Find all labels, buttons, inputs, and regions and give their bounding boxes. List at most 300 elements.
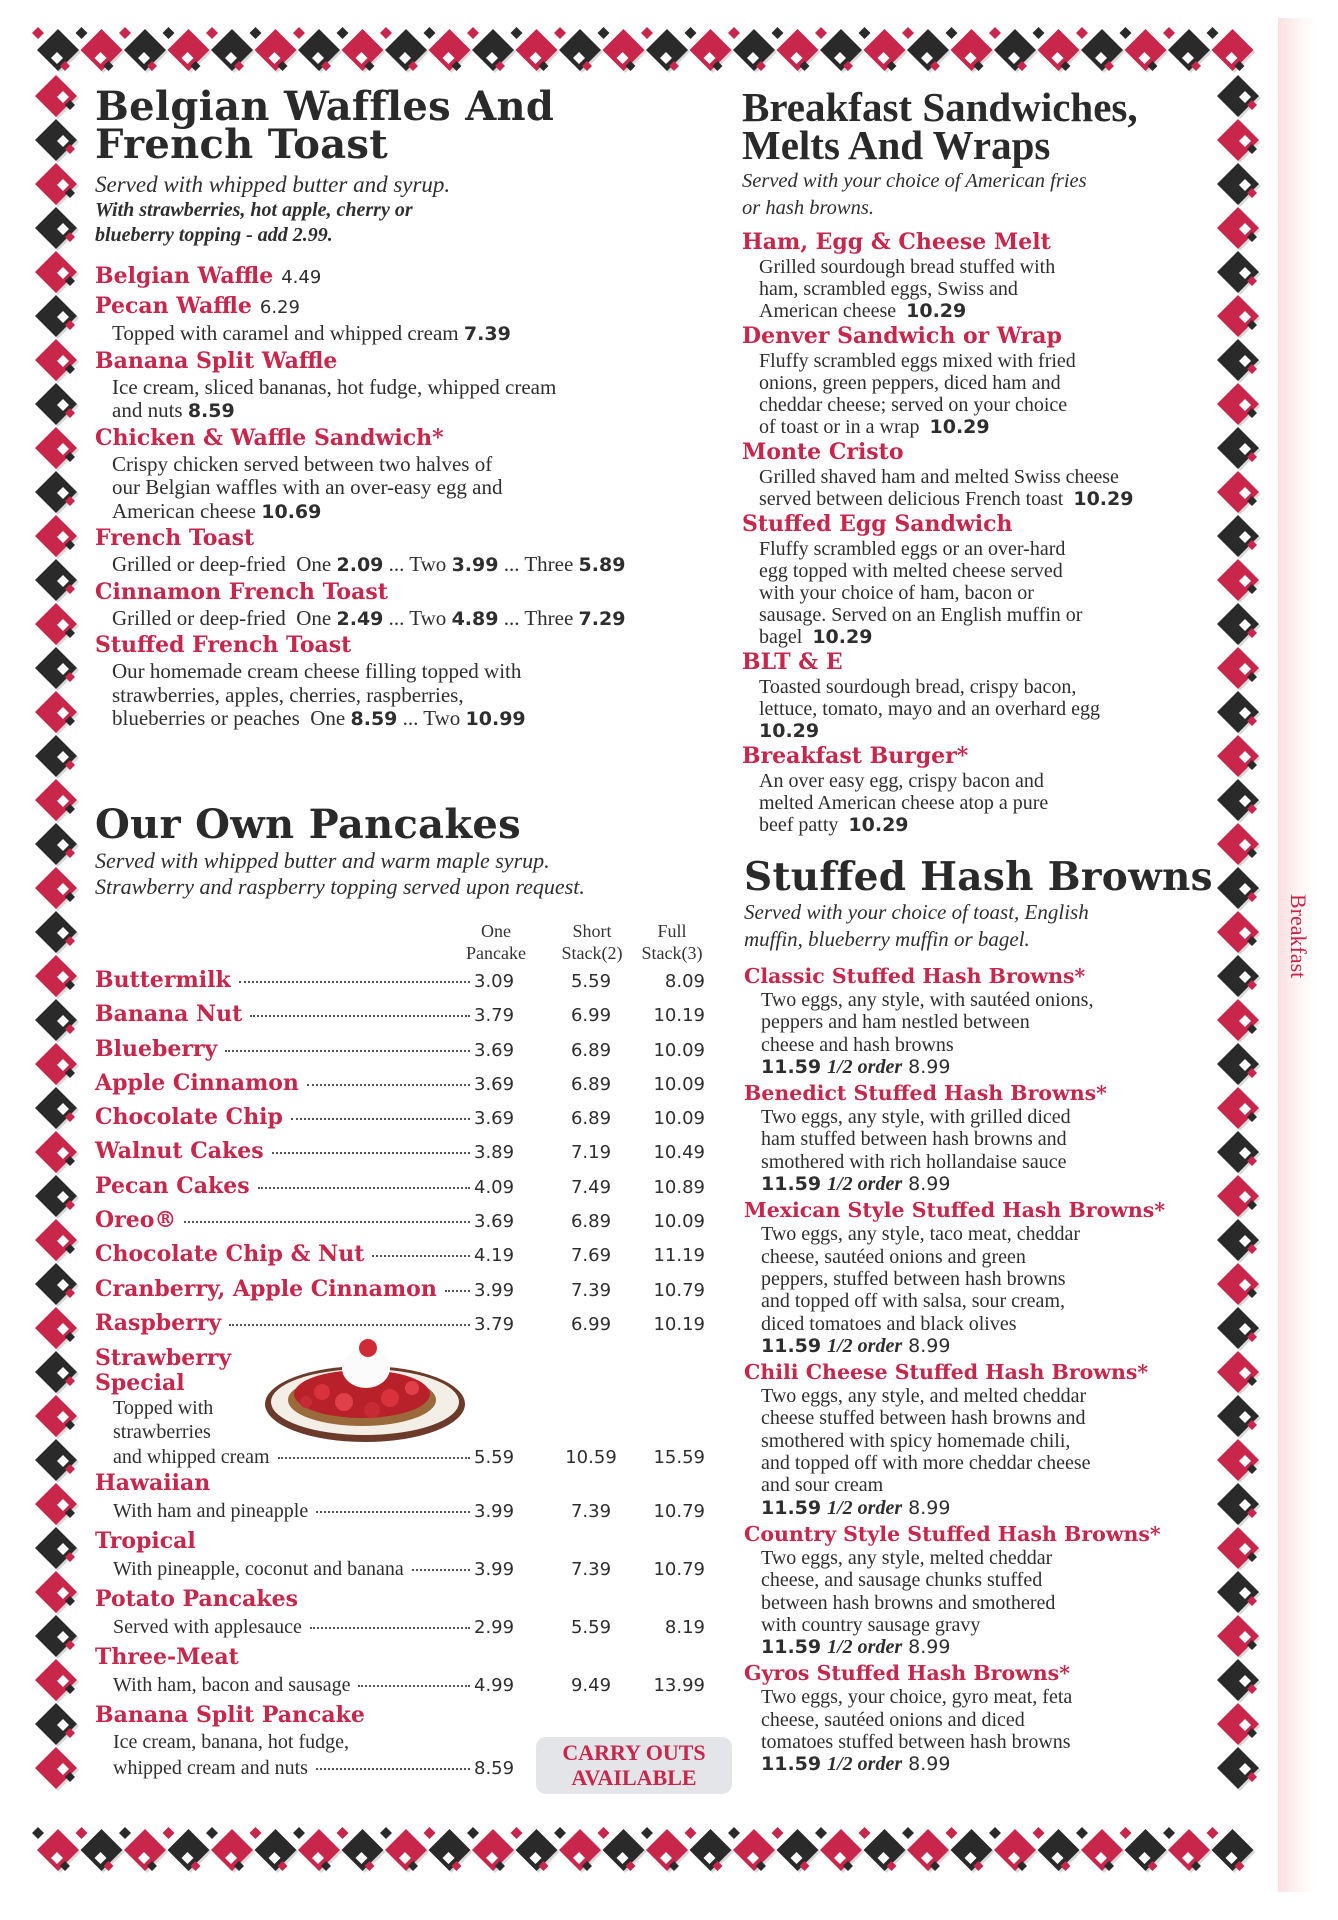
border-diamond [35, 1747, 77, 1789]
price-col-3: 10.09 [653, 1073, 705, 1095]
item-description: Ice cream, banana, hot fudge, [113, 1731, 349, 1754]
half-order-label: 1/2 order [827, 1753, 903, 1776]
option-label: Three [524, 605, 574, 630]
border-diamond [1217, 603, 1259, 645]
item-name: Gyros Stuffed Hash Browns* [744, 1661, 1070, 1686]
item-price: 8.59 [187, 400, 235, 422]
border-diamond [864, 1829, 906, 1871]
option-label: Two [409, 605, 447, 630]
border-diamond [35, 647, 77, 689]
border-diamond [989, 27, 1001, 39]
menu-item [742, 438, 1210, 510]
price-col-1: 4.99 [474, 1675, 515, 1697]
border-diamond [342, 29, 384, 71]
item-name: Oreo® [95, 1207, 177, 1234]
price-line [761, 1335, 1224, 1357]
dot-leader [307, 1084, 470, 1086]
column-header-one: One Pancake [466, 921, 526, 963]
price-col-3: 10.49 [653, 1142, 705, 1164]
border-diamond [1217, 163, 1259, 205]
item-name: Tropical [95, 1528, 196, 1555]
pancake-row [95, 1100, 705, 1134]
pancakes-section [95, 801, 715, 900]
border-diamond [1033, 1827, 1045, 1839]
border-diamond [733, 29, 775, 71]
strawberry-pancake-photo [262, 1332, 468, 1444]
border-diamond [559, 1829, 601, 1871]
border-diamond [902, 1827, 914, 1839]
item-name: Monte Cristo [742, 439, 904, 465]
border-diamond [951, 29, 993, 71]
price-col-3: 10.79 [653, 1559, 705, 1581]
border-diamond [1212, 1829, 1254, 1871]
border-diamond [168, 1829, 210, 1871]
border-diamond [206, 27, 218, 39]
border-diamond [951, 1829, 993, 1871]
dot-leader [239, 981, 470, 983]
price-col-1: 2.99 [474, 1617, 515, 1639]
item-name: Classic Stuffed Hash Browns* [744, 964, 1086, 988]
carry-outs-badge: CARRY OUTS AVAILABLE [536, 1737, 732, 1794]
border-diamond [35, 1439, 77, 1481]
border-diamond [1168, 29, 1210, 71]
border-diamond [35, 1351, 77, 1393]
option-price: 2.09 [336, 554, 384, 576]
menu-item [742, 322, 1210, 438]
border-diamond [690, 29, 732, 71]
border-diamond [1120, 27, 1132, 39]
border-diamond [211, 29, 253, 71]
menu-item [95, 292, 715, 347]
item-description: Two eggs, any style, and melted cheddar cheese stuffed between hash browns and smothered with spicy homemade chili, and topped off with more cheddar cheese and sour cream [761, 1385, 1091, 1497]
menu-item [744, 1359, 1224, 1519]
border-diamond [467, 27, 479, 39]
border-diamond [1163, 27, 1175, 39]
border-diamond [559, 29, 601, 71]
price-col-2: 7.69 [570, 1245, 612, 1267]
menu-item [95, 424, 715, 525]
border-diamond [1217, 735, 1259, 777]
price-col-1: 8.59 [474, 1758, 515, 1780]
price-col-1: 3.99 [474, 1559, 515, 1581]
topping-note: With strawberries, hot apple, cherry or blueberry topping - add 2.99. [95, 199, 413, 246]
item-name: Banana Split Pancake [95, 1702, 365, 1729]
half-order-price: 8.99 [908, 1055, 951, 1078]
border-diamond [728, 27, 740, 39]
border-diamond [35, 427, 77, 469]
price-line [761, 1753, 1224, 1775]
price-col-2: 7.39 [570, 1501, 612, 1523]
price-col-2: 6.99 [570, 1005, 612, 1027]
half-order-price: 8.99 [908, 1753, 951, 1776]
menu-item [742, 742, 1210, 836]
border-diamond [424, 1827, 436, 1839]
menu-item [744, 1521, 1224, 1658]
border-diamond [554, 27, 566, 39]
pancake-row [95, 997, 705, 1031]
item-price: 10.69 [261, 500, 322, 523]
border-diamond [1163, 1827, 1175, 1839]
section-subtitle: Served with whipped butter and syrup. [95, 172, 451, 197]
border-diamond [35, 735, 77, 777]
pancake-row [95, 1237, 705, 1271]
item-name: Chili Cheese Stuffed Hash Browns* [744, 1360, 1149, 1385]
item-price: 7.39 [463, 323, 511, 345]
border-diamond [81, 29, 123, 71]
item-price: 4.49 [281, 267, 322, 288]
border-diamond [1033, 27, 1045, 39]
item-price: 10.29 [812, 626, 873, 648]
price-line [761, 1056, 1224, 1078]
menu-item [95, 578, 715, 632]
section-subtitle: Served with your choice of American fries or hash browns. [742, 170, 1087, 219]
pancake-row [95, 963, 705, 997]
border-diamond [35, 1703, 77, 1745]
side-tab-label: Breakfast [1286, 894, 1311, 979]
price-col-2: 6.89 [570, 1211, 612, 1233]
half-order-price: 8.99 [908, 1496, 951, 1519]
border-diamond [1217, 779, 1259, 821]
border-diamond [733, 1829, 775, 1871]
price-col-3: 10.09 [653, 1108, 705, 1130]
section-title: Belgian Waffles And French Toast [95, 83, 555, 168]
option-price: 8.59 [350, 708, 398, 730]
item-description: Two eggs, any style, with sautéed onions, peppers and ham nestled between cheese and hash browns [761, 989, 1094, 1056]
border-diamond [598, 27, 610, 39]
item-name: Denver Sandwich or Wrap [742, 323, 1062, 349]
border-diamond [37, 1829, 79, 1871]
border-diamond [859, 27, 871, 39]
option-price: 7.29 [578, 607, 626, 630]
item-price: 10.29 [848, 814, 909, 836]
waffles-section [95, 83, 715, 732]
border-diamond [902, 27, 914, 39]
border-diamond [815, 1827, 827, 1839]
price-col-3: 10.79 [653, 1501, 705, 1523]
menu-item [742, 228, 1210, 322]
border-diamond [641, 27, 653, 39]
price-col-1: 4.19 [474, 1245, 515, 1267]
half-order-price: 8.99 [908, 1334, 951, 1357]
border-diamond [255, 1829, 297, 1871]
item-price: 11.59 [761, 1173, 822, 1196]
border-diamond [35, 1219, 77, 1261]
price-col-1: 3.79 [474, 1313, 515, 1335]
option-price: 10.99 [465, 708, 526, 730]
border-diamond [685, 1827, 697, 1839]
border-diamond [598, 1827, 610, 1839]
item-name: French Toast [95, 525, 255, 551]
option-label: One [296, 552, 332, 576]
border-diamond [1217, 471, 1259, 513]
half-order-label: 1/2 order [827, 1636, 903, 1659]
border-diamond [728, 1827, 740, 1839]
price-col-1: 3.69 [474, 1039, 515, 1061]
item-name: Chicken & Waffle Sandwich* [95, 424, 444, 451]
price-col-2: 6.89 [570, 1073, 612, 1095]
border-diamond [35, 1175, 77, 1217]
border-diamond [35, 867, 77, 909]
border-diamond [772, 1827, 784, 1839]
border-diamond [385, 29, 427, 71]
pancake-row [95, 1169, 705, 1203]
price-col-1: 3.79 [474, 1005, 515, 1027]
border-diamond [1217, 251, 1259, 293]
item-description: whipped cream and nuts [113, 1757, 308, 1780]
border-diamond [641, 1827, 653, 1839]
section-subtitle: Served with your choice of toast, English muffin, blueberry muffin or bagel. [744, 900, 1089, 951]
border-diamond [820, 29, 862, 71]
price-col-3: 10.89 [653, 1176, 705, 1198]
option-label: Two [409, 552, 447, 576]
border-diamond [380, 1827, 392, 1839]
item-name: Raspberry [95, 1309, 222, 1336]
item-name: Ham, Egg & Cheese Melt [742, 229, 1051, 255]
border-diamond [777, 1829, 819, 1871]
border-diamond [1207, 1827, 1219, 1839]
half-order-label: 1/2 order [827, 1055, 903, 1078]
item-name: Chocolate Chip & Nut [95, 1241, 365, 1268]
option-label: Two [423, 706, 461, 730]
border-diamond [250, 1827, 262, 1839]
menu-item [95, 347, 715, 424]
price-col-1: 3.69 [474, 1211, 515, 1233]
price-col-2: 7.49 [570, 1176, 612, 1198]
border-diamond [777, 29, 819, 71]
price-line [761, 1636, 1224, 1658]
border-diamond [35, 955, 77, 997]
dot-leader [278, 1457, 470, 1459]
pancake-row [95, 1032, 705, 1066]
price-col-3: 11.19 [653, 1245, 705, 1267]
price-col-3: 8.09 [664, 971, 705, 992]
menu-item [95, 524, 715, 578]
border-diamond [380, 27, 392, 39]
border-diamond [35, 779, 77, 821]
item-description: Two eggs, any style, with grilled diced ham stuffed between hash browns and smothered with rich hollandaise sauce [761, 1106, 1071, 1173]
border-diamond [472, 1829, 514, 1871]
item-description: Toasted sourdough bread, crispy bacon, lettuce, tomato, mayo and an overhard egg 10.29 [759, 676, 1100, 742]
border-diamond [35, 163, 77, 205]
border-diamond [119, 1827, 131, 1839]
border-diamond [1076, 1827, 1088, 1839]
border-diamond [250, 27, 262, 39]
border-diamond [35, 471, 77, 513]
border-diamond [1217, 427, 1259, 469]
border-diamond [690, 1829, 732, 1871]
item-description: Topped with [113, 1397, 214, 1420]
hashbrowns-section [744, 854, 1224, 1778]
section-title: Stuffed Hash Browns [744, 854, 1213, 900]
price-col-1: 3.89 [474, 1142, 515, 1164]
item-price: 6.29 [259, 297, 300, 318]
price-col-3: 10.19 [653, 1313, 705, 1335]
border-diamond [35, 1527, 77, 1569]
border-diamond [1120, 1827, 1132, 1839]
border-diamond [163, 1827, 175, 1839]
border-diamond [37, 29, 79, 71]
border-diamond [603, 29, 645, 71]
item-name: Breakfast Burger* [742, 743, 969, 769]
border-diamond [35, 823, 77, 865]
price-line [761, 1497, 1224, 1519]
border-diamond [467, 1827, 479, 1839]
border-diamond [168, 29, 210, 71]
price-col-3: 13.99 [653, 1675, 705, 1697]
border-diamond [337, 27, 349, 39]
option-price: 5.89 [578, 554, 626, 576]
border-diamond [1217, 647, 1259, 689]
item-description: Crispy chicken served between two halves of our Belgian waffles with an over-easy egg and American cheese 10.69 [112, 451, 503, 523]
item-name: Banana Split Waffle [95, 347, 338, 374]
border-diamond [516, 1829, 558, 1871]
item-name: Country Style Stuffed Hash Browns* [744, 1521, 1161, 1546]
item-name: Mexican Style Stuffed Hash Browns* [744, 1198, 1166, 1223]
price-col-3: 10.09 [653, 1211, 705, 1233]
price-col-2: 10.59 [565, 1447, 617, 1469]
half-order-label: 1/2 order [827, 1334, 903, 1357]
dot-leader [310, 1627, 470, 1629]
pancake-special [95, 1468, 705, 1524]
border-diamond [772, 27, 784, 39]
price-col-2: 7.39 [570, 1559, 612, 1581]
pancake-special [95, 1642, 705, 1698]
border-diamond [206, 1827, 218, 1839]
price-col-1: 3.09 [474, 971, 515, 992]
border-diamond [293, 1827, 305, 1839]
border-diamond [989, 1827, 1001, 1839]
border-diamond [1217, 75, 1259, 117]
border-diamond [429, 29, 471, 71]
half-order-price: 8.99 [908, 1636, 951, 1659]
item-description: Our homemade cream cheese filling topped with strawberries, apples, cherries, raspberries, blueberries or peaches One 8.59 ... Two 10.99 [112, 659, 526, 730]
border-diamond [1125, 29, 1167, 71]
border-diamond [35, 559, 77, 601]
border-diamond [1217, 383, 1259, 425]
item-name: Pecan Cakes [95, 1172, 250, 1199]
border-diamond [1212, 29, 1254, 71]
half-order-price: 8.99 [908, 1173, 951, 1196]
border-diamond [35, 1483, 77, 1525]
border-diamond [35, 295, 77, 337]
border-diamond [511, 1827, 523, 1839]
border-diamond [124, 1829, 166, 1871]
item-price: 11.59 [761, 1334, 822, 1357]
border-diamond [76, 27, 88, 39]
item-price: 11.59 [761, 1055, 822, 1078]
border-diamond [646, 29, 688, 71]
border-diamond [255, 29, 297, 71]
item-description: Fluffy scrambled eggs mixed with fried onions, green peppers, diced ham and cheddar cheese; served on your choice of toast or in a wrap 10.29 [759, 350, 1076, 438]
dot-leader [372, 1255, 470, 1257]
price-col-2: 6.99 [570, 1313, 612, 1335]
sandwiches-section [742, 84, 1210, 836]
border-diamond [516, 29, 558, 71]
border-diamond [342, 1829, 384, 1871]
item-description: Two eggs, your choice, gyro meat, feta cheese, sautéed onions and diced tomatoes stuffed between hash browns [761, 1686, 1073, 1754]
dot-leader [229, 1324, 470, 1326]
border-diamond [554, 1827, 566, 1839]
item-description: Grilled or deep-fried One 2.09 ... Two 3.99 ... Three 5.89 [112, 552, 626, 576]
column-header-full: Full Stack(3) [641, 921, 703, 963]
border-diamond [1217, 515, 1259, 557]
item-description: Two eggs, any style, taco meat, cheddar cheese, sautéed onions and green peppers, stuffed between hash browns and topped off with salsa, sour cream, diced tomatoes and black olives [761, 1223, 1081, 1335]
item-description: and whipped cream [113, 1446, 270, 1469]
menu-item [95, 631, 715, 732]
item-name: Pecan Waffle [95, 293, 252, 319]
dot-leader [316, 1511, 470, 1513]
border-diamond [35, 1659, 77, 1701]
menu-item [744, 1080, 1224, 1195]
item-name: Potato Pancakes [95, 1586, 299, 1613]
item-description: Grilled or deep-fried One 2.49 ... Two 4.89 ... Three 7.29 [112, 605, 626, 630]
border-diamond [35, 1615, 77, 1657]
price-col-1: 4.09 [474, 1176, 515, 1198]
border-diamond [820, 1829, 862, 1871]
item-description: With ham and pineapple [113, 1500, 309, 1523]
price-col-3: 10.79 [653, 1279, 705, 1301]
border-diamond [119, 27, 131, 39]
item-description: Served with applesauce [113, 1616, 302, 1639]
border-diamond [1217, 691, 1259, 733]
item-price: 10.29 [1073, 488, 1134, 510]
menu-item [742, 648, 1210, 742]
item-description: Fluffy scrambled eggs or an over-hard egg topped with melted cheese served with your choice of ham, bacon or sausage. Served on an English muffin or bagel 10.29 [759, 538, 1083, 648]
border-diamond [1081, 29, 1123, 71]
price-col-2: 7.39 [570, 1279, 612, 1301]
price-col-2: 5.59 [570, 971, 612, 992]
border-diamond [76, 1827, 88, 1839]
item-name: Belgian Waffle [95, 263, 274, 289]
border-diamond [35, 1307, 77, 1349]
item-description: Ice cream, sliced bananas, hot fudge, whipped cream and nuts 8.59 [112, 374, 557, 422]
option-price: 4.89 [451, 607, 499, 630]
price-col-1: 3.99 [474, 1501, 515, 1523]
price-col-3: 10.09 [653, 1039, 705, 1061]
price-col-1: 3.69 [474, 1108, 515, 1130]
price-col-3: 15.59 [653, 1447, 705, 1469]
dot-leader [316, 1768, 470, 1770]
item-description: With pineapple, coconut and banana [113, 1558, 404, 1581]
border-diamond [1125, 1829, 1167, 1871]
border-diamond [946, 27, 958, 39]
dot-leader [272, 1152, 470, 1154]
border-diamond [1217, 119, 1259, 161]
border-diamond [35, 603, 77, 645]
dot-leader [250, 1015, 470, 1017]
border-diamond [32, 1827, 44, 1839]
border-diamond [35, 1043, 77, 1085]
item-description: An over easy egg, crispy bacon and melted American cheese atop a pure beef patty 10.29 [759, 770, 1049, 836]
price-col-1: 3.99 [474, 1279, 515, 1301]
border-diamond [35, 999, 77, 1041]
border-diamond [35, 75, 77, 117]
dot-leader [412, 1569, 470, 1571]
border-diamond [35, 1263, 77, 1305]
waffle-item-list [95, 262, 715, 732]
border-diamond [859, 1827, 871, 1839]
half-order-label: 1/2 order [827, 1496, 903, 1519]
menu-item [742, 510, 1210, 648]
item-name: Hawaiian [95, 1470, 211, 1497]
border-diamond [385, 1829, 427, 1871]
border-diamond [35, 515, 77, 557]
option-label: One [310, 706, 346, 730]
border-diamond [994, 1829, 1036, 1871]
border-diamond [35, 119, 77, 161]
dot-leader [184, 1221, 470, 1223]
border-diamond [1168, 1829, 1210, 1871]
